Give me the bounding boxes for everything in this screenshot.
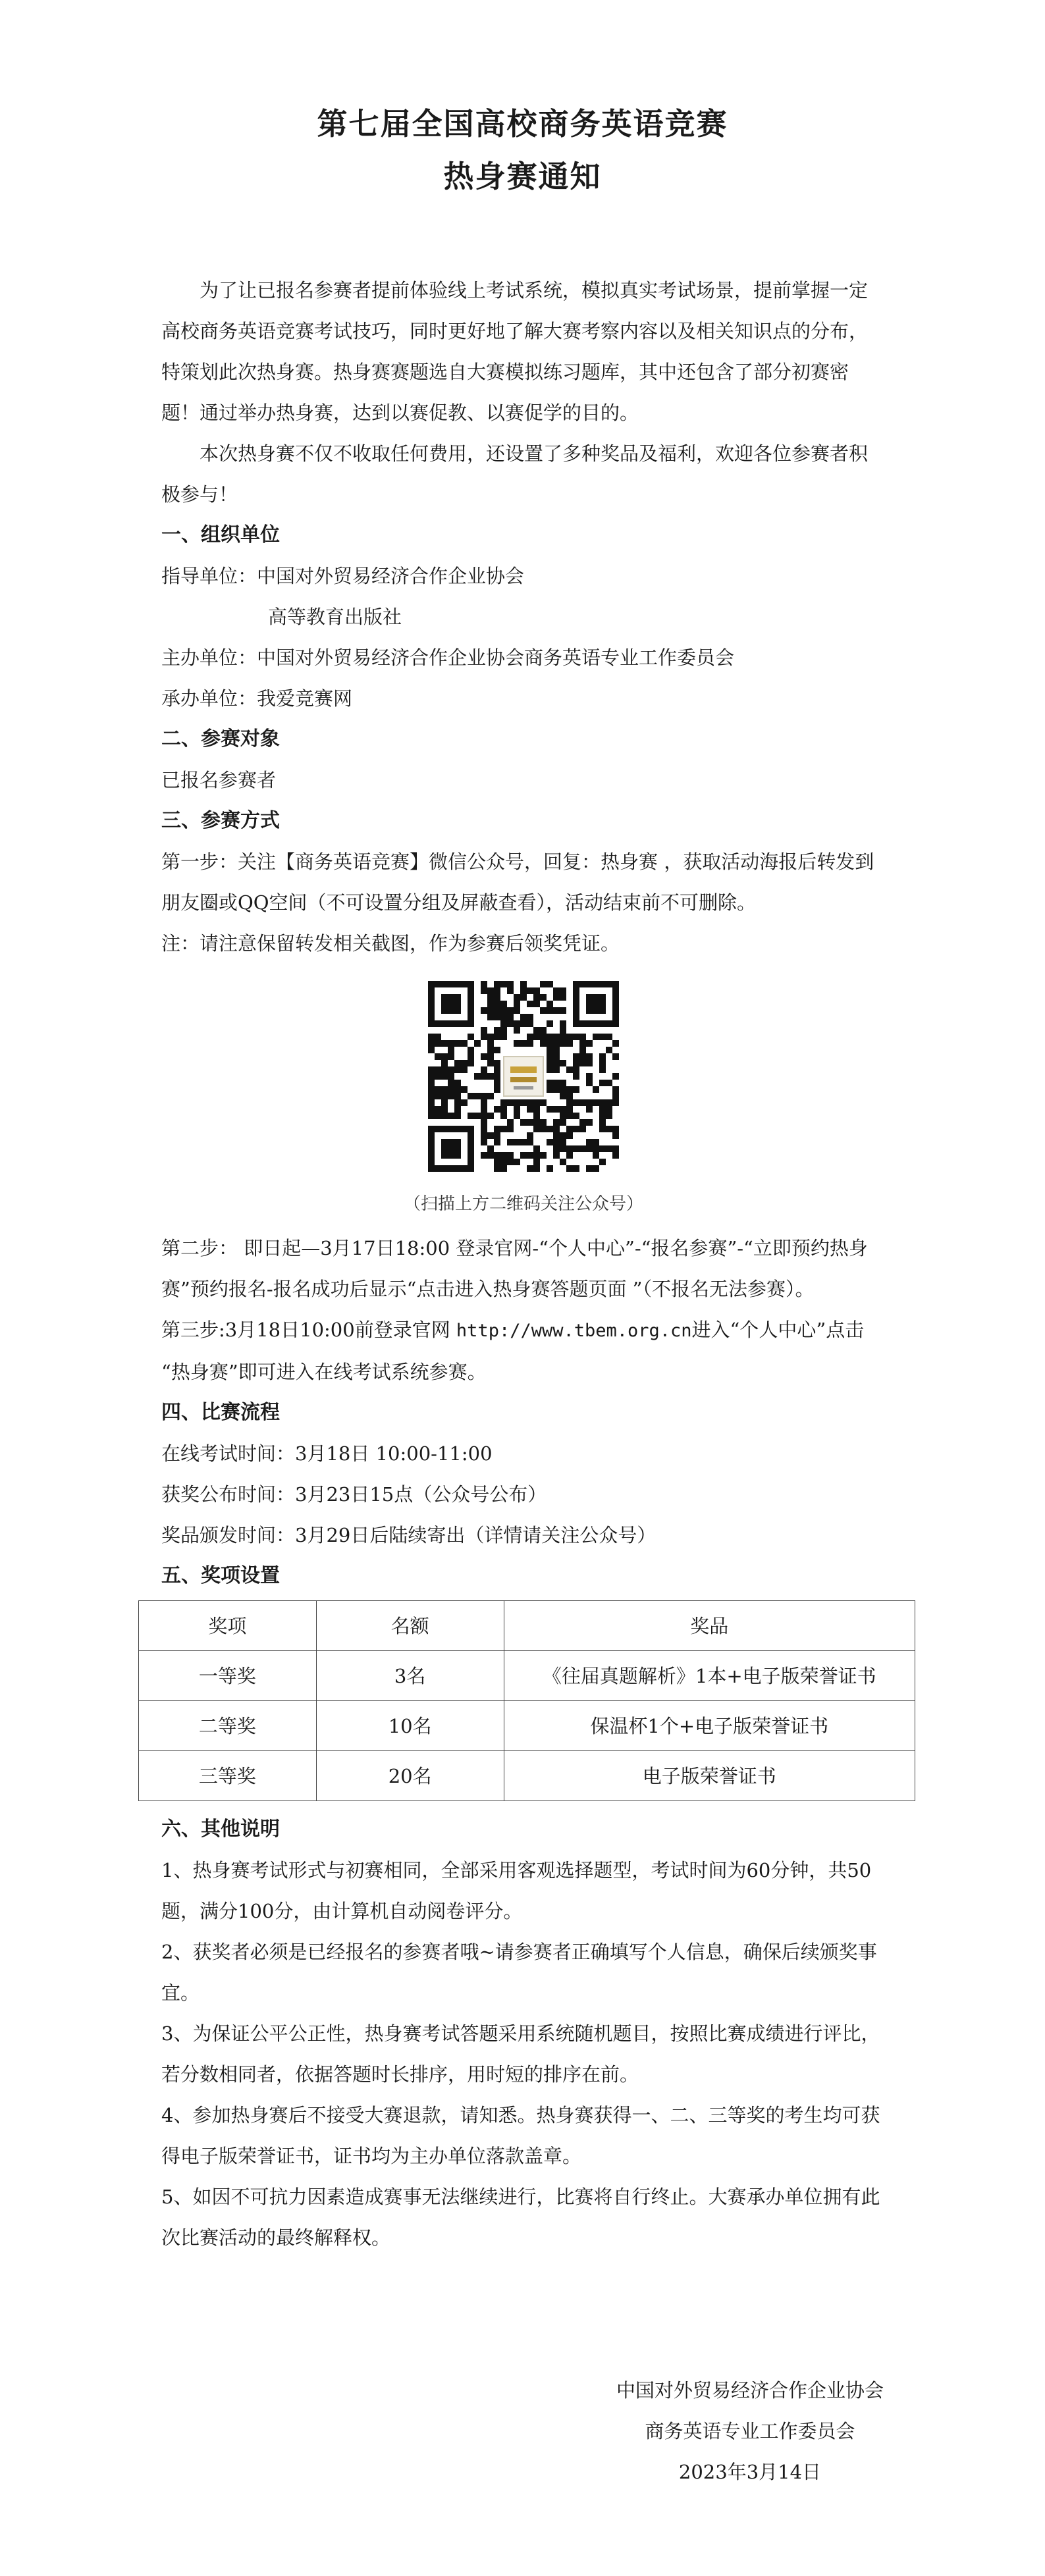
step-note: 注：请注意保留转发相关截图，作为参赛后领奖凭证。 bbox=[161, 932, 620, 955]
table-cell: 二等奖 bbox=[139, 1701, 317, 1751]
guide-unit-line bbox=[161, 556, 886, 596]
organizer-unit: 承办单位：我爱竞赛网 bbox=[161, 687, 353, 710]
table-header: 奖品 bbox=[504, 1601, 915, 1651]
page-subtitle: 热身赛通知 bbox=[443, 159, 602, 194]
section-heading-organizers: 一、组织单位 bbox=[161, 523, 280, 546]
note-item: 2、获奖者必须是已经报名的参赛者哦~请参赛者正确填写个人信息，确保后续颁奖事宜。 bbox=[161, 1941, 877, 2004]
section-heading-participants: 二、参赛对象 bbox=[161, 727, 280, 750]
section-heading-prizes: 五、奖项设置 bbox=[161, 1564, 280, 1587]
step-2: 第二步： 即日起—3月17日18:00 登录官网-“个人中心”-“报名参赛”-“立即预约热身赛”预约报名-报名成功后显示“点击进入热身赛答题页面 ”（不报名无法参赛）。 bbox=[161, 1237, 868, 1300]
table-cell: 10名 bbox=[316, 1701, 504, 1751]
note-item: 4、参加热身赛后不接受大赛退款，请知悉。热身赛获得一、二、三等奖的考生均可获得电子版荣誉证书，证书均为主办单位落款盖章。 bbox=[161, 2104, 880, 2167]
page-title: 第七届全国高校商务英语竞赛 bbox=[317, 106, 728, 142]
qr-code-icon[interactable] bbox=[428, 981, 619, 1172]
table-cell: 《往届真题解析》1本+电子版荣誉证书 bbox=[504, 1651, 915, 1701]
step-3-text-a: 第三步:3月18日10:00前登录官网 bbox=[161, 1319, 456, 1341]
official-site-link[interactable]: http://www.tbem.org.cn bbox=[456, 1321, 692, 1341]
prize-table bbox=[138, 1600, 915, 1801]
signature-block bbox=[616, 2370, 884, 2492]
section-heading-method: 三、参赛方式 bbox=[161, 809, 280, 832]
step-3-text-b: 进入“个人中心”点击 “热身赛”即可进入在线考试系统参赛。 bbox=[161, 1319, 865, 1383]
table-cell: 三等奖 bbox=[139, 1751, 317, 1801]
intro-paragraph-2: 本次热身赛不仅不收取任何费用，还设置了多种奖品及福利，欢迎各位参赛者积极参与！ bbox=[161, 442, 869, 506]
table-row bbox=[139, 1701, 915, 1751]
signature-date: 2023年3月14日 bbox=[678, 2461, 822, 2483]
table-cell: 20名 bbox=[316, 1751, 504, 1801]
table-cell: 一等奖 bbox=[139, 1651, 317, 1701]
qr-block bbox=[161, 981, 886, 1186]
participants-text: 已报名参赛者 bbox=[161, 769, 277, 791]
host-unit: 主办单位：中国对外贸易经济合作企业协会商务英语专业工作委员会 bbox=[161, 646, 735, 669]
guide-unit-1: 中国对外贸易经济合作企业协会 bbox=[257, 565, 525, 587]
table-cell: 3名 bbox=[316, 1651, 504, 1701]
signature-org-2: 商务英语专业工作委员会 bbox=[645, 2420, 855, 2442]
schedule-exam-time: 在线考试时间：3月18日 10:00-11:00 bbox=[161, 1442, 493, 1465]
table-row bbox=[139, 1751, 915, 1801]
note-item: 5、如因不可抗力因素造成赛事无法继续进行，比赛将自行终止。大赛承办单位拥有此次比赛活动的最终解释权。 bbox=[161, 2186, 880, 2249]
table-header: 奖项 bbox=[139, 1601, 317, 1651]
table-header: 名额 bbox=[316, 1601, 504, 1651]
schedule-announce-time: 获奖公布时间：3月23日15点（公众号公布） bbox=[161, 1483, 547, 1506]
section-heading-notes: 六、其他说明 bbox=[161, 1818, 280, 1841]
schedule-delivery-time: 奖品颁发时间：3月29日后陆续寄出（详情请关注公众号） bbox=[161, 1524, 656, 1546]
intro-paragraph-1: 为了让已报名参赛者提前体验线上考试系统，模拟真实考试场景，提前掌握一定高校商务英语竞赛考试技巧，同时更好地了解大赛考察内容以及相关知识点的分布，特策划此次热身赛。热身赛赛题选自大赛模拟练习题库，其中还包含了部分初赛密题！通过举办热身赛，达到以赛促教、以赛促学的目的。 bbox=[161, 279, 869, 424]
table-cell: 电子版荣誉证书 bbox=[504, 1751, 915, 1801]
guide-unit-label: 指导单位： bbox=[161, 565, 257, 587]
qr-caption: （扫描上方二维码关注公众号） bbox=[403, 1194, 643, 1214]
section-heading-schedule: 四、比赛流程 bbox=[161, 1401, 280, 1424]
table-cell: 保温杯1个+电子版荣誉证书 bbox=[504, 1701, 915, 1751]
note-item: 3、为保证公平公正性，热身赛考试答题采用系统随机题目，按照比赛成绩进行评比，若分数相同者，依据答题时长排序，用时短的排序在前。 bbox=[161, 2022, 880, 2086]
notice-body bbox=[161, 270, 886, 2258]
signature-org-1: 中国对外贸易经济合作企业协会 bbox=[616, 2379, 884, 2402]
step-1: 第一步：关注【商务英语竞赛】微信公众号，回复：热身赛 ，获取活动海报后转发到朋友圈或QQ空间（不可设置分组及屏蔽查看），活动结束前不可删除。 bbox=[161, 851, 874, 914]
table-header-row bbox=[139, 1601, 915, 1651]
note-item: 1、热身赛考试形式与初赛相同，全部采用客观选择题型，考试时间为60分钟，共50题，满分100分，由计算机自动阅卷评分。 bbox=[161, 1859, 872, 1922]
table-row bbox=[139, 1651, 915, 1701]
guide-unit-2: 高等教育出版社 bbox=[268, 606, 402, 628]
step-3 bbox=[161, 1309, 886, 1392]
